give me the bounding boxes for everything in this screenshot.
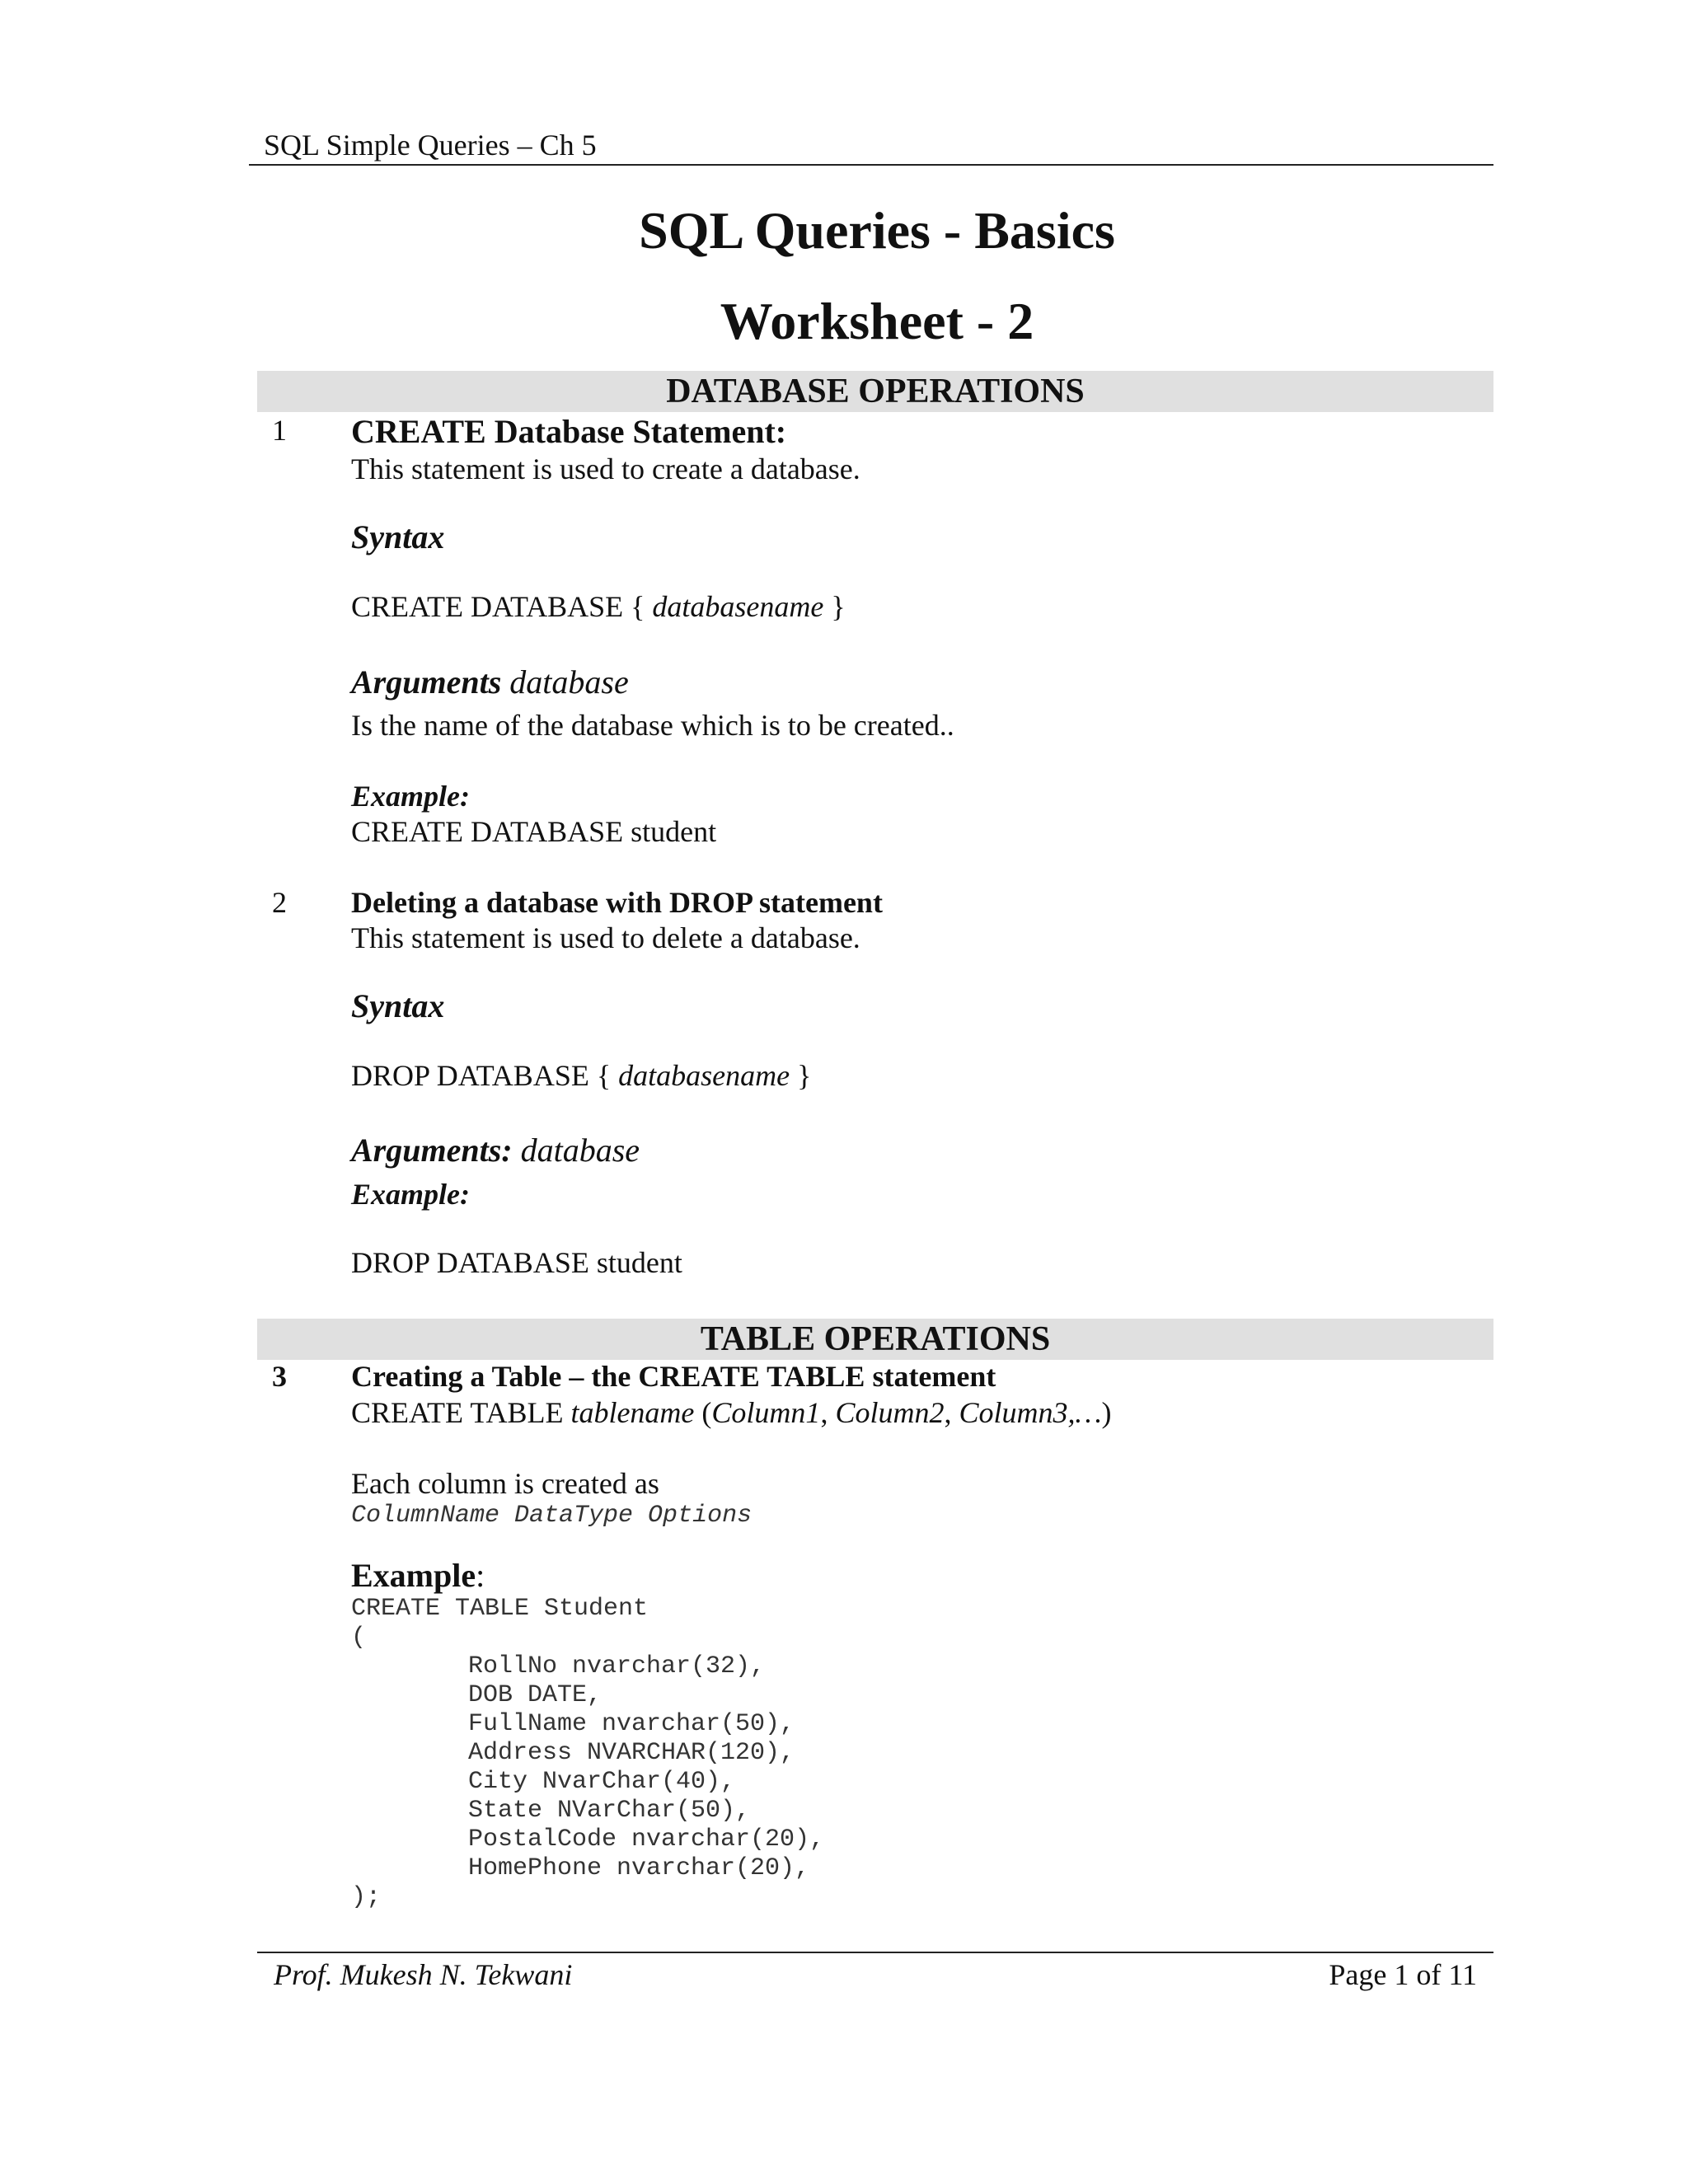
code-field-line: DOB DATE,: [468, 1681, 603, 1709]
syntax-line-1: [351, 590, 846, 623]
example-code-1: CREATE DATABASE student: [351, 815, 717, 848]
syntax-keyword: CREATE DATABASE {: [351, 590, 653, 623]
code-line: );: [351, 1883, 382, 1911]
code-line: (: [351, 1624, 367, 1652]
code-field-line: State NVarChar(50),: [468, 1797, 751, 1825]
item-number-2: 2: [272, 886, 287, 919]
code-line: CREATE TABLE Student: [351, 1595, 649, 1623]
example-label-2: Example:: [351, 1178, 470, 1211]
arguments-value: database: [501, 663, 629, 701]
syntax-column-1: Column1: [711, 1396, 821, 1429]
arguments-value: database: [512, 1132, 640, 1169]
syntax-keyword: CREATE TABLE: [351, 1396, 571, 1429]
section-heading-table: TABLE OPERATIONS: [700, 1320, 1051, 1358]
syntax-line-2: [351, 1059, 811, 1092]
arguments-line-2: [351, 1132, 640, 1169]
code-field-line: Address NVARCHAR(120),: [468, 1739, 795, 1767]
syntax-open: (: [694, 1396, 712, 1429]
item-number-3: 3: [272, 1360, 287, 1393]
arguments-label: Arguments:: [351, 1132, 513, 1169]
syntax-label-1: Syntax: [351, 518, 445, 555]
worksheet-subtitle: Worksheet - 2: [720, 292, 1034, 350]
item-description-2: This statement is used to delete a database.: [351, 921, 860, 954]
syntax-close: }: [823, 590, 846, 623]
item-number-1: 1: [272, 414, 287, 447]
syntax-param: databasename: [618, 1059, 790, 1092]
syntax-param: databasename: [652, 590, 824, 623]
example-label-3: [351, 1558, 485, 1594]
syntax-separator: ,: [820, 1396, 836, 1429]
arguments-description-1: Is the name of the database which is to be created..: [351, 709, 954, 742]
syntax-column-2: Column2: [835, 1396, 945, 1429]
syntax-column-3: Column3,…: [959, 1396, 1102, 1429]
running-header: SQL Simple Queries – Ch 5: [264, 129, 597, 162]
example-word: Example: [351, 1557, 476, 1594]
item-heading-2: Deleting a database with DROP statement: [351, 886, 883, 919]
syntax-close: }: [790, 1059, 812, 1092]
example-label-1: Example:: [351, 780, 470, 813]
syntax-end: ): [1101, 1396, 1112, 1429]
column-format: ColumnName DataType Options: [351, 1502, 753, 1530]
syntax-keyword: DROP DATABASE {: [351, 1059, 619, 1092]
syntax-table-name: tablename: [570, 1396, 695, 1429]
footer-rule: [257, 1952, 1493, 1953]
code-field-line: PostalCode nvarchar(20),: [468, 1825, 825, 1854]
syntax-label-2: Syntax: [351, 987, 445, 1024]
arguments-line-1: [351, 664, 629, 701]
example-code-2: DROP DATABASE student: [351, 1246, 682, 1279]
document-title: SQL Queries - Basics: [639, 201, 1115, 260]
column-description: Each column is created as: [351, 1467, 659, 1500]
code-field-line: City NvarChar(40),: [468, 1768, 736, 1796]
footer-author: Prof. Mukesh N. Tekwani: [274, 1958, 573, 1991]
arguments-label: Arguments: [351, 663, 502, 701]
code-field-line: FullName nvarchar(50),: [468, 1710, 795, 1738]
create-table-syntax: [351, 1396, 1111, 1429]
header-rule: [249, 164, 1493, 166]
section-heading-database: DATABASE OPERATIONS: [666, 373, 1085, 410]
footer-page-number: Page 1 of 11: [1329, 1958, 1477, 1991]
syntax-separator: ,: [944, 1396, 959, 1429]
item-description-1: This statement is used to create a database.: [351, 452, 860, 485]
item-heading-1: CREATE Database Statement:: [351, 413, 787, 450]
code-field-line: RollNo nvarchar(32),: [468, 1652, 766, 1680]
item-heading-3: Creating a Table – the CREATE TABLE statement: [351, 1360, 996, 1393]
example-colon: :: [476, 1557, 485, 1594]
code-field-line: HomePhone nvarchar(20),: [468, 1854, 810, 1882]
